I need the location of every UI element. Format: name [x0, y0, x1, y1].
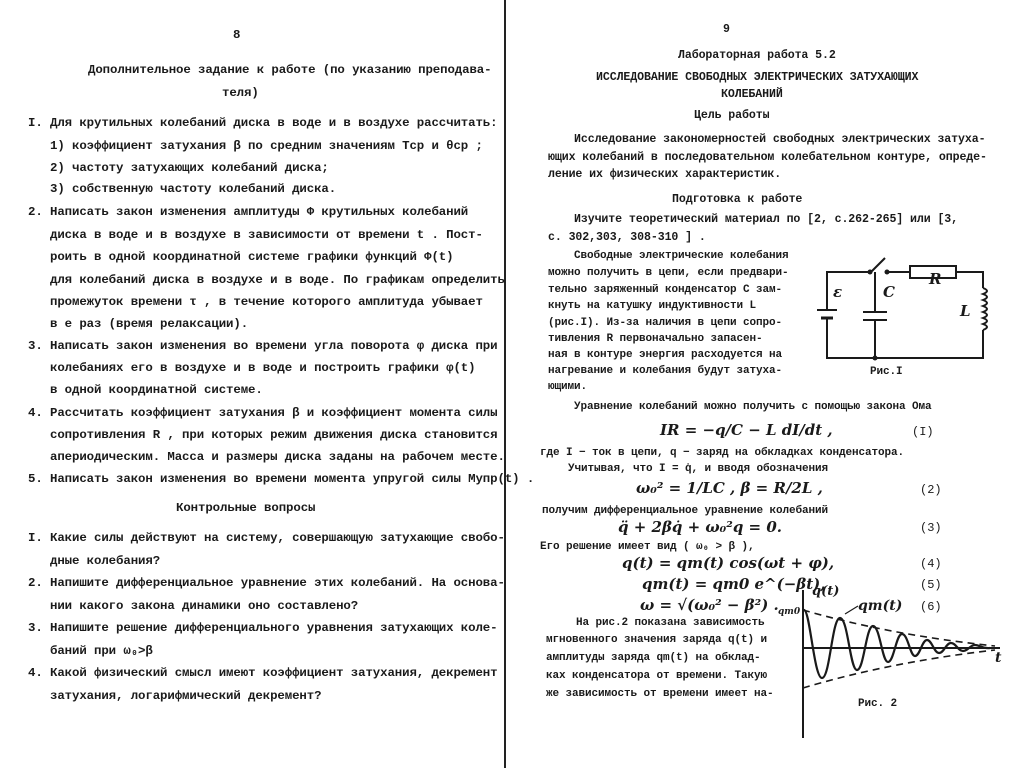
intro-line: кнуть на катушку индуктивности L: [548, 300, 757, 312]
intro-line: Свободные электрические колебания: [574, 250, 789, 262]
question-line: баний при ω₀>β: [50, 644, 153, 658]
equation-number: (3): [920, 521, 942, 535]
prep-line: с. 302,303, 308-310 ] .: [548, 231, 706, 244]
questions-title: Контрольные вопросы: [176, 501, 316, 515]
qm0-label: qm0: [778, 607, 801, 617]
question-line: 4. Какой физический смысл имеют коэффициент затухания, декремент: [28, 666, 498, 680]
intro-line: тельно заряженный конденсатор C зам-: [548, 284, 783, 296]
goal-line: Исследование закономерностей свободных электрических затуха-: [574, 133, 986, 146]
figure-caption: Рис. 2: [858, 698, 898, 710]
intro-line: нагревание и колебания будут затуха-: [548, 365, 783, 377]
capacitor-label: C: [883, 283, 895, 301]
equation-number: (2): [920, 483, 942, 497]
task-line: роить в одной координатной системе графики функций Φ(t): [50, 250, 454, 264]
fig2-text: На рис.2 показана зависимость: [576, 617, 765, 629]
task-line: сопротивления R , при которых режим движения диска становится: [50, 428, 498, 442]
task-line: колебаниях его в воздухе и в воде и построить графики φ(t): [50, 361, 476, 375]
equation-number: (I): [912, 425, 934, 439]
task-line: в одной координатной системе.: [50, 383, 263, 397]
lab-title: Лабораторная работа 5.2: [678, 49, 836, 62]
fig2-text: мгновенного значения заряда q(t) и: [546, 634, 768, 646]
emf-label: ε: [833, 283, 843, 301]
task-line: для колебаний диска в воздухе и в воде. По графикам определить: [50, 273, 505, 287]
task-line: 4. Рассчитать коэффициент затухания β и коэффициент момента силы: [28, 406, 498, 420]
equation-number: (4): [920, 557, 942, 571]
task-line: 2. Написать закон изменения амплитуды Φ крутильных колебаний: [28, 205, 469, 219]
prep-line: Изучите теоретический материал по [2, с.262-265] или [3,: [574, 213, 959, 226]
body-text: Учитывая, что I = q̇, и вводя обозначения: [568, 463, 829, 475]
oscillation-curve: [804, 610, 990, 678]
equation-number: (5): [920, 578, 942, 592]
x-axis-label: t: [995, 650, 1002, 666]
circuit-diagram: [815, 250, 1005, 365]
task-line: 3) собственную частоту колебаний диска.: [50, 182, 337, 196]
title-line: ИССЛЕДОВАНИЕ СВОБОДНЫХ ЭЛЕКТРИЧЕСКИХ ЗАТУХАЮЩИХ: [596, 71, 919, 84]
heading-line: теля): [222, 86, 259, 100]
body-text: где I − ток в цепи, q − заряд на обкладках конденсатора.: [540, 447, 905, 459]
task-line: I. Для крутильных колебаний диска в воде и в воздухе рассчитать:: [28, 116, 498, 130]
body-text: Его решение имеет вид ( ω₀ > β ),: [540, 541, 755, 553]
page-number: 9: [723, 23, 730, 36]
body-text: получим дифференциальное уравнение колебаний: [542, 505, 829, 517]
task-line: 3. Написать закон изменения во времени угла поворота φ диска при: [28, 339, 498, 353]
goal-line: ление их физических характеристик.: [548, 168, 782, 181]
task-line: апериодическим. Масса и размеры диска заданы на рабочем месте.: [50, 450, 505, 464]
task-line: в e раз (время релаксации).: [50, 317, 249, 331]
inductor-label: L: [960, 302, 971, 320]
equation-number: (6): [920, 600, 942, 614]
equation-4: q(t) = qm(t) cos(ωt + φ),: [622, 554, 835, 572]
equation-6: ω = √(ω₀² − β²) .: [640, 596, 779, 614]
question-line: I. Какие силы действуют на систему, совершающую затухающие свобо-: [28, 531, 505, 545]
equation-5: qm(t) = qm0 e^(−βt),: [642, 575, 826, 593]
intro-line: можно получить в цепи, если предвари-: [548, 267, 789, 279]
resistor-label: R: [929, 270, 942, 288]
task-line: 2) частоту затухающих колебаний диска;: [50, 161, 329, 175]
goal-line: ющих колебаний в последовательном колебательном контуре, опреде-: [548, 151, 987, 164]
fig2-text: ках конденсатора от времени. Такую: [546, 670, 768, 682]
goal-title: Цель работы: [694, 109, 770, 122]
page-number: 8: [233, 28, 241, 42]
task-line: диска в воде и в воздухе в зависимости от времени t . Пост-: [50, 228, 483, 242]
figure-caption: Рис.I: [870, 366, 903, 378]
question-line: дные колебания?: [50, 554, 161, 568]
equation-1: IR = −q/C − L dI/dt ,: [660, 421, 833, 439]
envelope-label: qm(t): [858, 598, 903, 614]
body-text: Уравнение колебаний можно получить с помощью закона Ома: [574, 401, 932, 413]
intro-line: ная в контуре энергия расходуется на: [548, 349, 783, 361]
question-line: 3. Напишите решение дифференциального уравнения затухающих коле-: [28, 621, 498, 635]
task-line: 1) коэффициент затухания β по средним значениям Tср и θср ;: [50, 139, 483, 153]
task-line: промежуток времени τ , в течение которого амплитуда убывает: [50, 295, 483, 309]
question-line: 2. Напишите дифференциальное уравнение этих колебаний. На основа-: [28, 576, 505, 590]
intro-line: (рис.I). Из-за наличия в цепи сопро-: [548, 317, 783, 329]
intro-line: ющими.: [548, 381, 588, 393]
intro-line: тивления R первоначально запасен-: [548, 333, 763, 345]
task-line: 5. Написать закон изменения во времени момента упругой силы Mупр(t) .: [28, 472, 535, 486]
fig2-text: амплитуды заряда qm(t) на обклад-: [546, 652, 761, 664]
question-line: затухания, логарифмический декремент?: [50, 689, 322, 703]
equation-2: ω₀² = 1/LC , β = R/2L ,: [636, 479, 823, 497]
question-line: нии какого закона динамики оно составлено?: [50, 599, 359, 613]
prep-title: Подготовка к работе: [672, 193, 803, 206]
page-divider: [504, 0, 506, 768]
lower-envelope: [803, 650, 995, 688]
title-line: КОЛЕБАНИЙ: [721, 88, 783, 101]
y-axis-label: q(t): [812, 584, 840, 599]
fig2-text: же зависимость от времени имеет на-: [546, 688, 774, 700]
equation-3: q̈ + 2βq̇ + ω₀²q = 0.: [618, 518, 782, 536]
heading-line: Дополнительное задание к работе (по указанию преподава-: [88, 63, 492, 77]
